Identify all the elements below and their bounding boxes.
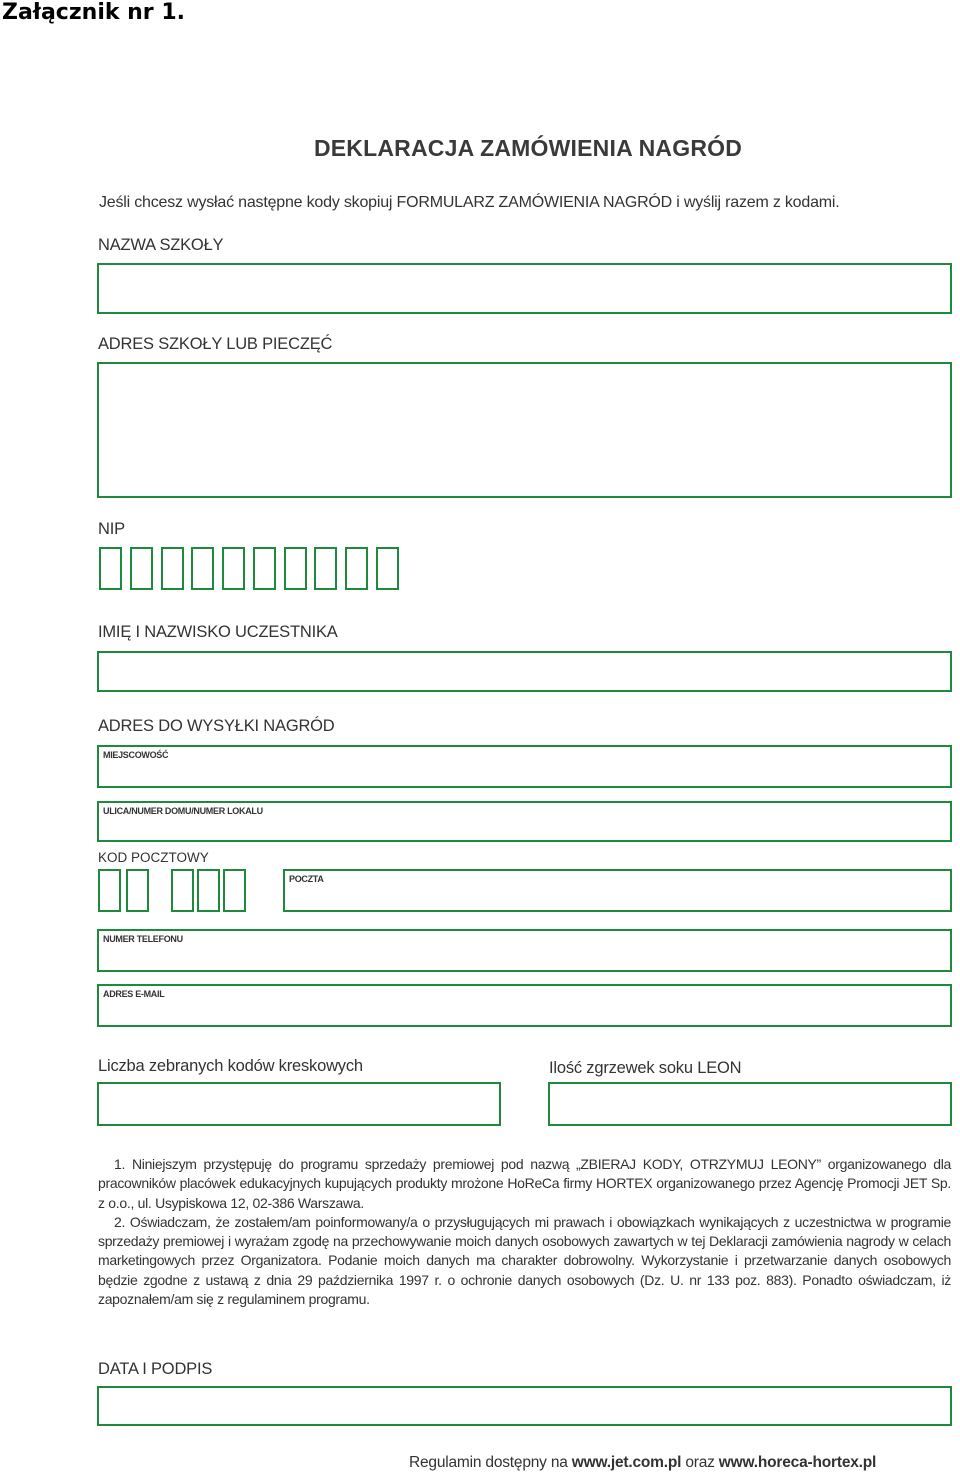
terms-paragraph-1: 1. Niniejszym przystępuję do programu sprzedaży premiowej pod nazwą „ZBIERAJ KODY, OTRZYMUJ LEONY” organizowanego dla pracowników placówek edukacyjnych kupujących produkty mrożone HoReCa firmy HORTEX organizowanego przez Agencję Promocji JET Sp. z o.o., ul. Usypiskowa 12, 02-386 Warszawa. — [98, 1156, 951, 1211]
email-label: ADRES E-MAIL — [103, 989, 165, 999]
postal-code-field[interactable] — [98, 869, 250, 912]
nip-digit-box[interactable] — [222, 547, 245, 590]
date-signature-field[interactable] — [97, 1386, 952, 1426]
school-name-field[interactable] — [97, 263, 952, 314]
nip-label: NIP — [98, 520, 125, 538]
postal-code-label: KOD POCZTOWY — [98, 850, 209, 865]
barcodes-count-label: Liczba zebranych kodów kreskowych — [98, 1057, 363, 1075]
phone-field[interactable] — [97, 929, 952, 972]
footer-prefix: Regulamin dostępny na — [409, 1454, 572, 1471]
juice-packs-label: Ilość zgrzewek soku LEON — [549, 1059, 742, 1077]
terms-text — [98, 1155, 951, 1309]
phone-label: NUMER TELEFONU — [103, 934, 183, 944]
nip-digit-box[interactable] — [161, 547, 184, 590]
terms-paragraph-2: 2. Oświadczam, że zostałem/am poinformowany/a o przysługujących mi prawach i obowiązkach wynikających z uczestnictwa w programie sprzedaży premiowej i wyrażam zgodę na przechowywanie moich danych osobowych zawartych w tej Deklaracji zamówienia nagrody w celach marketingowych przez Organizatora. Podanie moich danych ma charakter dobrowolny. Wykorzystanie i przetwarzanie danych osobowych będzie zgodne z ustawą z dnia 29 października 1997 r. o ochronie danych osobowych (Dz. U. nr 133 poz. 883). Ponadto oświadczam, iż zapoznałem/am się z regulaminem programu. — [98, 1213, 951, 1308]
nip-digit-box[interactable] — [345, 547, 368, 590]
post-office-label: POCZTA — [289, 874, 324, 884]
shipping-address-label: ADRES DO WYSYŁKI NAGRÓD — [98, 717, 335, 735]
postal-digit-box[interactable] — [223, 869, 246, 912]
nip-field[interactable] — [99, 547, 401, 590]
school-address-field[interactable] — [97, 362, 952, 498]
nip-digit-box[interactable] — [314, 547, 337, 590]
form-intro: Jeśli chcesz wysłać następne kody skopiuj FORMULARZ ZAMÓWIENIA NAGRÓD i wyślij razem z kodami. — [99, 194, 840, 211]
form-title: DEKLARACJA ZAMÓWIENIA NAGRÓD — [313, 135, 743, 161]
juice-packs-field[interactable] — [548, 1082, 952, 1126]
nip-digit-box[interactable] — [284, 547, 307, 590]
participant-name-field[interactable] — [97, 651, 952, 692]
city-label: MIEJSCOWOŚĆ — [103, 750, 169, 760]
nip-digit-box[interactable] — [130, 547, 153, 590]
email-field[interactable] — [97, 984, 952, 1027]
school-address-label: ADRES SZKOŁY LUB PIECZĘĆ — [98, 335, 333, 353]
footer-note — [409, 1454, 876, 1472]
barcodes-count-field[interactable] — [97, 1082, 501, 1126]
street-label: ULICA/NUMER DOMU/NUMER LOKALU — [103, 806, 263, 816]
school-name-label: NAZWA SZKOŁY — [98, 236, 224, 254]
post-office-field[interactable] — [283, 869, 952, 912]
footer-link-horeca[interactable]: www.horeca-hortex.pl — [718, 1454, 877, 1471]
postal-digit-box[interactable] — [171, 869, 194, 912]
participant-label: IMIĘ I NAZWISKO UCZESTNIKA — [98, 623, 338, 641]
nip-digit-box[interactable] — [99, 547, 122, 590]
postal-digit-box[interactable] — [126, 869, 149, 912]
date-signature-label: DATA I PODPIS — [98, 1360, 213, 1378]
attachment-label: Załącznik nr 1. — [2, 0, 185, 25]
postal-digit-box[interactable] — [98, 869, 121, 912]
nip-digit-box[interactable] — [376, 547, 399, 590]
footer-link-jet[interactable]: www.jet.com.pl — [571, 1454, 682, 1471]
postal-digit-box[interactable] — [197, 869, 220, 912]
street-field[interactable] — [97, 801, 952, 842]
nip-digit-box[interactable] — [191, 547, 214, 590]
footer-middle: oraz — [681, 1454, 719, 1471]
city-field[interactable] — [97, 745, 952, 788]
nip-digit-box[interactable] — [253, 547, 276, 590]
